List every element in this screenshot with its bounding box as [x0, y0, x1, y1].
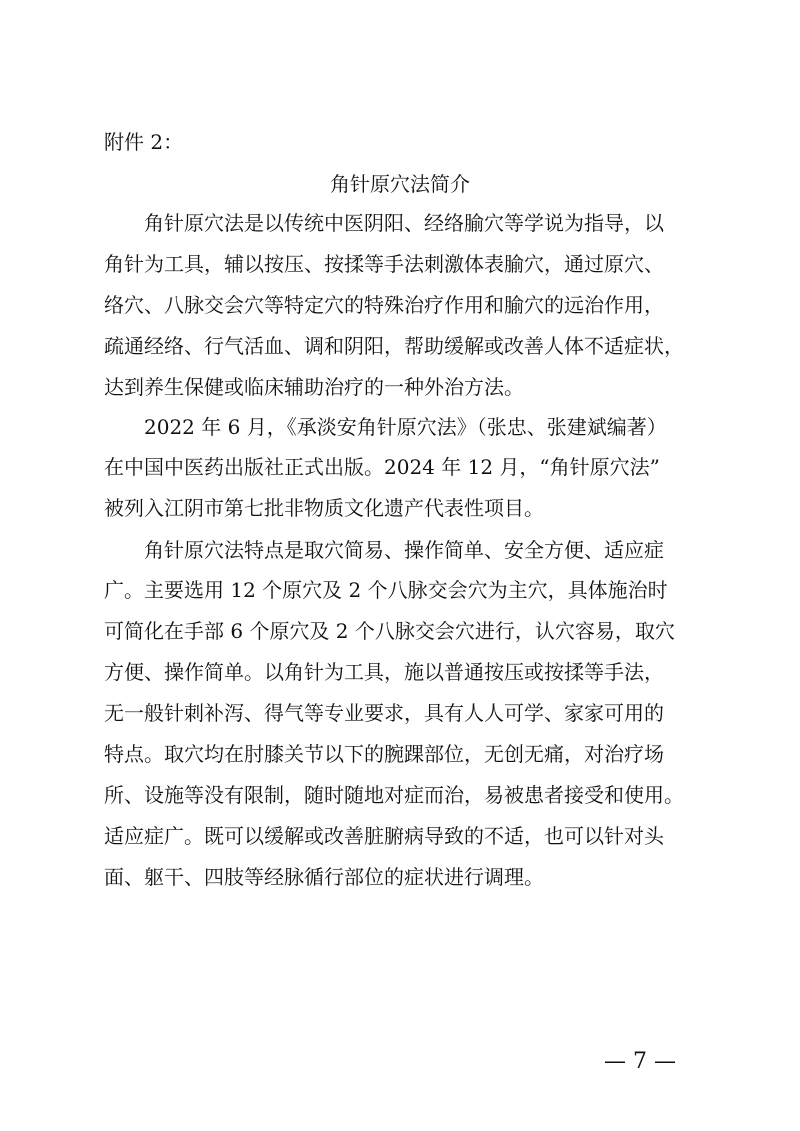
paragraph-1-line-2: 角针为工具，辅以按压、按揉等手法刺激体表腧穴，通过原穴、 [104, 252, 664, 276]
paragraph-3-line-3: 可简化在手部 6 个原穴及 2 个八脉交会穴进行，认穴容易，取穴 [104, 619, 675, 643]
paragraph-3-line-5: 无一般针刺补泻、得气等专业要求，具有人人可学、家家可用的 [104, 701, 664, 725]
paragraph-2-line-3: 被列入江阴市第七批非物质文化遗产代表性项目。 [104, 496, 544, 520]
paragraph-3-line-2: 广。主要选用 12 个原穴及 2 个八脉交会穴为主穴，具体施治时 [104, 578, 668, 602]
paragraph-3-line-4: 方便、操作简单。以角针为工具，施以普通按压或按揉等手法， [104, 660, 664, 684]
paragraph-3-line-7: 所、设施等没有限制，随时随地对症而治，易被患者接受和使用。 [104, 783, 684, 807]
paragraph-3-line-8: 适应症广。既可以缓解或改善脏腑病导致的不适，也可以针对头 [104, 824, 664, 848]
paragraph-1-line-4: 疏通经络、行气活血、调和阴阳，帮助缓解或改善人体不适症状， [104, 334, 684, 358]
paragraph-3-line-6: 特点。取穴均在肘膝关节以下的腕踝部位，无创无痛，对治疗场 [104, 742, 664, 766]
paragraph-1-line-1: 角针原穴法是以传统中医阴阳、经络腧穴等学说为指导，以 [144, 211, 664, 235]
document-title: 角针原穴法简介 [330, 172, 470, 196]
paragraph-2-line-2: 在中国中医药出版社正式出版。2024 年 12 月，“角针原穴法” [104, 455, 660, 479]
paragraph-3-line-1: 角针原穴法特点是取穴简易、操作简单、安全方便、适应症 [144, 538, 664, 562]
paragraph-1-line-5: 达到养生保健或临床辅助治疗的一种外治方法。 [104, 375, 524, 399]
paragraph-1-line-3: 络穴、八脉交会穴等特定穴的特殊治疗作用和腧穴的远治作用， [104, 293, 664, 317]
attachment-label: 附件 2： [104, 130, 184, 154]
page-number: — 7 — [604, 1049, 676, 1074]
paragraph-2-line-1: 2022 年 6 月，《承淡安角针原穴法》（张忠、张建斌编著） [144, 415, 667, 439]
paragraph-3-line-9: 面、躯干、四肢等经脉循行部位的症状进行调理。 [104, 865, 544, 889]
